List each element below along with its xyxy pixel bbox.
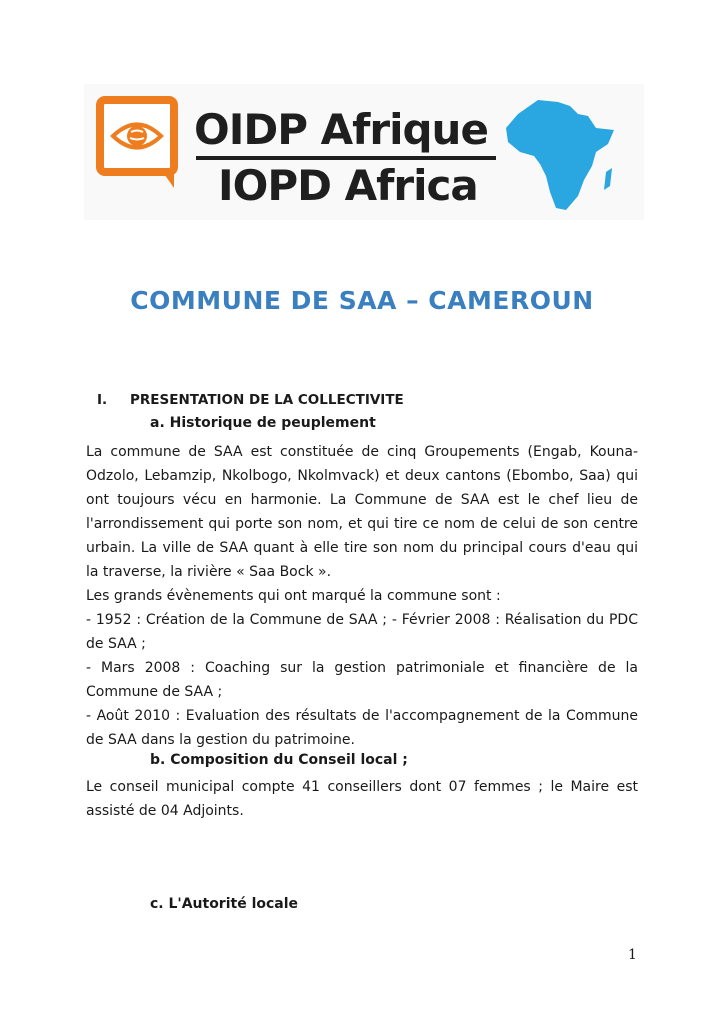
page-number: 1 xyxy=(628,947,637,963)
section-heading: PRESENTATION DE LA COLLECTIVITE xyxy=(130,392,404,408)
subheading-conseil: b. Composition du Conseil local ; xyxy=(150,752,408,768)
text-line: l'arrondissement qui porte son nom, et qui tire ce nom de celui de son centre xyxy=(86,516,638,532)
text-line: ont toujours vécu en harmonie. La Commune de SAA est le chef lieu de xyxy=(86,492,638,508)
event-item-cont: de SAA ; xyxy=(86,636,146,652)
event-item: - Mars 2008 : Coaching sur la gestion patrimoniale et financière de la xyxy=(86,660,638,676)
events-intro: Les grands évènements qui ont marqué la commune sont : xyxy=(86,588,501,604)
text-line: assisté de 04 Adjoints. xyxy=(86,803,244,819)
event-item-cont: de SAA dans la gestion du patrimoine. xyxy=(86,732,355,748)
subheading-historique: a. Historique de peuplement xyxy=(150,415,376,431)
logo-text-iopd: IOPD Africa xyxy=(218,161,478,210)
text-line: la traverse, la rivière « Saa Bock ». xyxy=(86,564,332,580)
subheading-autorite: c. L'Autorité locale xyxy=(150,896,299,912)
logo-divider xyxy=(196,156,496,160)
paragraph-historique xyxy=(86,440,638,752)
event-item: - Août 2010 : Evaluation des résultats de l'accompagnement de la Commune xyxy=(86,708,638,724)
eye-globe-icon xyxy=(110,115,164,157)
document-title: COMMUNE DE SAA – CAMEROUN xyxy=(130,286,594,315)
section-number: I. xyxy=(97,392,108,408)
text-line: Odzolo, Lebamzip, Nkolbogo, Nkolmvack) et deux cantons (Ebombo, Saa) qui xyxy=(86,468,638,484)
logo-text-oidp: OIDP Afrique xyxy=(194,105,488,154)
event-item: - 1952 : Création de la Commune de SAA ; - Février 2008 : Réalisation du PDC xyxy=(86,612,638,628)
text-line: La commune de SAA est constituée de cinq Groupements (Engab, Kouna- xyxy=(86,444,638,460)
paragraph-conseil xyxy=(86,775,638,823)
text-line: urbain. La ville de SAA quant à elle tire son nom du principal cours d'eau qui xyxy=(86,540,638,556)
event-item-cont: Commune de SAA ; xyxy=(86,684,223,700)
africa-map-icon xyxy=(500,92,620,218)
text-line: Le conseil municipal compte 41 conseillers dont 07 femmes ; le Maire est xyxy=(86,779,638,795)
logo-speech-tail xyxy=(160,168,174,188)
